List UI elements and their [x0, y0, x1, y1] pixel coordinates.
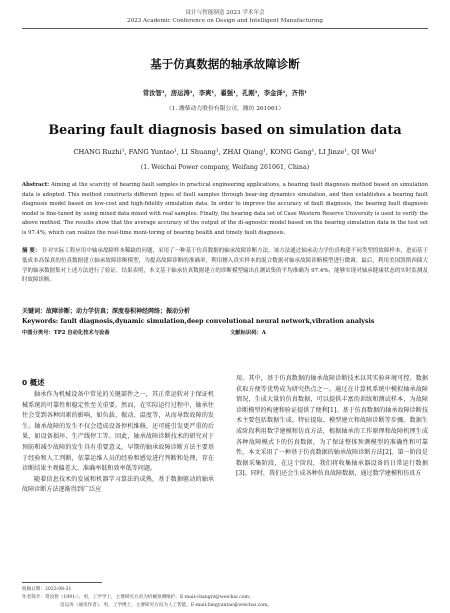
running-head-cn: 设计与智能制造 2023 学术年会: [185, 10, 265, 16]
header-rule: [22, 28, 428, 29]
english-title: Bearing fault diagnosis based on simulation data: [48, 123, 402, 138]
chinese-abstract-label: 摘 要：: [22, 248, 41, 254]
english-abstract-label: Abstract:: [22, 182, 50, 188]
running-head-en: 2023 Academic Conference on Design and Intelligent Manufacturing: [127, 18, 323, 24]
english-authors: CHANG Ruzhi¹, FANG Yuntao¹, LI Shuang¹, ZHAI Qiang¹, KONG Gang¹, LI Jinze¹, QI Wei¹: [73, 148, 377, 156]
clc-number: 中图分类号：TP2 自动化技术与设备: [22, 330, 110, 336]
left-paragraph-1: 轴承作为机械设备中常见的关键部件之一，其正常运转对于保证机械系统的可靠性和稳定性至关重要。然而，在实际运行过程中，轴承往往会受到各种因素的影响，如负载、振动、温度等，从而导致故障的发生。轴承故障的发生不仅会造成设备停机维修，还可能引发更严重的后果，如设备损坏、生产线停工等。因此，轴承故障诊断技术的研究对于预防和减少故障的发生具有重要意义。早期的轴承故障诊断方法主要基于经验和人工判断，依靠运维人员的经验和感觉进行判断和处理，存在诊断结果主观偏差大、准确率低和效率低等问题。: [22, 391, 214, 473]
footnote-author-2: 房运涛（通讯作者），男，工学博士，主要研究方向为人工智能。E-mail:fangyuntao@weichai.com。: [60, 603, 272, 608]
english-keywords: Keywords: fault diagnosis,dynamic simulation,deep convolutional neural network,vibration analysis: [22, 318, 375, 325]
chinese-abstract: [22, 247, 428, 286]
chinese-authors: 常汝智¹，房运涛¹，李爽¹，翟强¹，孔刚¹，李金泽¹，齐伟¹: [142, 90, 308, 97]
chinese-abstract-text: 针对实际工程应用中轴承故障样本稀缺的问题，采用了一种基于仿真数据的轴承故障诊断方法。该方法通过轴承动力学仿真构建不同类型的故障样本，进而基于低成本高保真的仿真数据建立轴承故障诊断模型，为提高故障诊断的准确率，利用掺入真实样本的混合数据对轴承故障诊断模型进行微调。最后，利用美国凯斯西储大学的轴承数据集对上述方法进行了验证。结果表明，本文基于轴承仿真数据建立的诊断模型输出在测试集的平均准确为 97.4%，能够实现对轴承健康状态的实时监测及时故障诊断。: [22, 248, 428, 284]
running-head: [0, 9, 450, 25]
section-heading: 0 概述: [22, 378, 45, 387]
chinese-keywords: 关键词：故障诊断；动力学仿真；深度卷积神经网络；振动分析: [22, 308, 191, 315]
right-column: [236, 374, 428, 480]
chinese-affiliation: （1. 潍柴动力股份有限公司，潍坊 261061）: [165, 106, 285, 112]
english-affiliation: (1. Weichai Power company, Weifang 261061, China): [140, 164, 310, 171]
english-abstract: [22, 181, 428, 239]
english-abstract-text: Aiming at the scarcity of bearing fault samples in practical engineering applications, a bearing fault diagnosis method based on simulation data is adopted. This method constructs different types of fault samples through bear-ing dynamics simulation, and then establishes a bearing fault diagnosis model based on low-cost and high-fidelity simulation data. In order to improve the accuracy of fault diagnosis, the bearing fault diagnosis model is fine-tuned by using mixed data mixed with real samples. Finally, the bearing data set of Case Western Reserve University is used to verify the above method. The results show that the average accuracy of the output of the di-agnostic model based on the bearing simulation data in the test set is 97.4%, which can realize the real-time moni-toring of bearing health and timely fault diagnosis.: [22, 182, 428, 236]
document-code: 文献标识码：A: [230, 330, 266, 336]
footnote-received: 收稿日期：2023-08-31: [22, 587, 72, 592]
classification-line: [22, 328, 428, 336]
footnote-author-1: 作者简介：常汝智（1991-），男，工学学士，主要研究方向为机械预测维护。E-mail:changrz@weichai.com；: [22, 595, 254, 600]
chinese-title: 基于仿真数据的轴承故障诊断: [150, 57, 300, 71]
right-paragraph: 用。其中，基于仿真数据的轴承故障诊断技术以其实验环境可控、数据获取方便等优势成为研究热点之一。通过在计算机系统中模拟轴承故障情况，生成大量的仿真数据，可以提供丰富的训练和测试样本，为故障诊断模型的构建和验证提供了便利[1]。基于仿真数据的轴承故障诊断技术主要包括数据生成、特征提取、模型建立和故障诊断等步骤。数据生成阶段利用数学建模和仿真方法，根据轴承的工作原理和故障机理生成各种故障模式下的仿真数据，为了保证整体预测模型的准确性和可靠性，本文采用了一种基于仿真数据的轴承故障诊断方法[2]。第一阶段是数据采集阶段，在这个阶段，我们将收集轴承器设备的日常运行数据[3]。同时，我们还会生成各种仿真故障数据，通过数学建模和仿真方: [236, 375, 428, 478]
left-paragraph-2: 随着信息技术的发展和机器学习算法的成熟，基于数据驱动的轴承故障诊断方法逐渐得到广泛应: [22, 475, 214, 494]
footnote-rule: [22, 582, 102, 583]
